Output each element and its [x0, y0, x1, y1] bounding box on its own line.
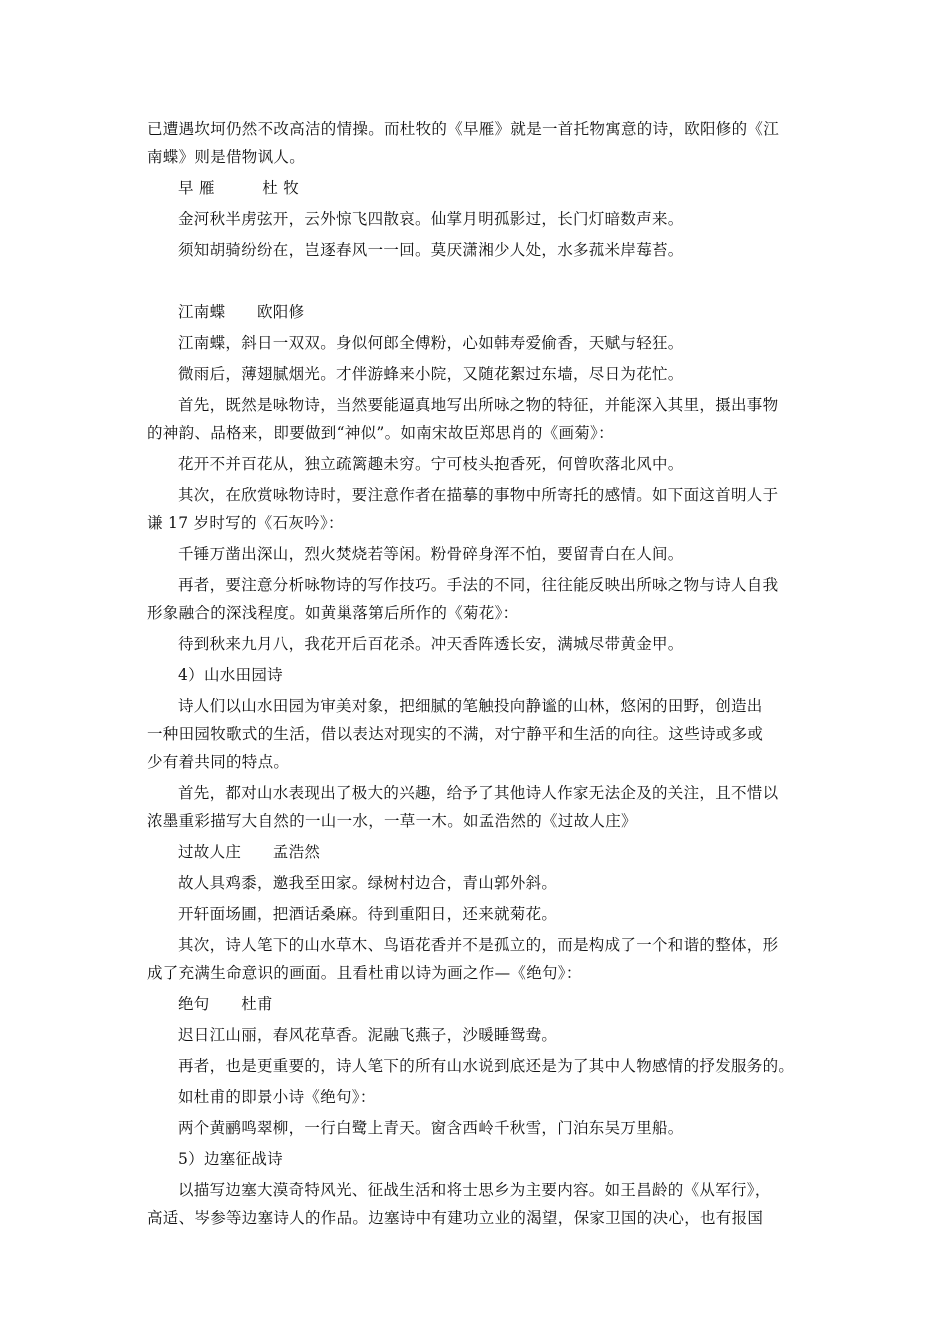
paragraph-line: 形象融合的深浅程度。如黄巢落第后所作的《菊花》： — [147, 604, 519, 622]
poem-line: 江南蝶，斜日一双双。身似何郎全傅粉，心如韩寿爱偷香，天赋与轻狂。 — [178, 334, 684, 352]
poem-line: 两个黄鹂鸣翠柳，一行白鹭上青天。窗含西岭千秋雪，门泊东吴万里船。 — [178, 1119, 684, 1137]
section-heading: 4）山水田园诗 — [178, 666, 283, 684]
poem-line: 须知胡骑纷纷在，岂逐春风一一回。莫厌潇湘少人处，水多菰米岸莓苔。 — [178, 241, 684, 259]
poem-line: 花开不并百花从，独立疏篱趣未穷。宁可枝头抱香死，何曾吹落北风中。 — [178, 455, 684, 473]
paragraph-line: 谦 17 岁时写的《石灰吟》： — [147, 514, 344, 532]
paragraph-line: 其次，在欣赏咏物诗时，要注意作者在描摹的事物中所寄托的感情。如下面这首明人于 — [178, 486, 779, 504]
poem-line: 待到秋来九月八，我花开后百花杀。冲天香阵透长安，满城尽带黄金甲。 — [178, 635, 684, 653]
section-heading: 5）边塞征战诗 — [178, 1150, 283, 1168]
paragraph-line: 如杜甫的即景小诗《绝句》： — [178, 1088, 376, 1106]
poem-title: 江南蝶 欧阳修 — [178, 303, 305, 321]
paragraph-line: 以描写边塞大漠奇特风光、征战生活和将士思乡为主要内容。如王昌龄的《从军行》， — [178, 1181, 771, 1199]
paragraph-line: 其次，诗人笔下的山水草木、鸟语花香并不是孤立的，而是构成了一个和谐的整体，形 — [178, 936, 779, 954]
paragraph-line: 一种田园牧歌式的生活，借以表达对现实的不满，对宁静平和生活的向往。这些诗或多或 — [147, 725, 764, 743]
paragraph-line: 高适、岑参等边塞诗人的作品。边塞诗中有建功立业的渴望，保家卫国的决心，也有报国 — [147, 1209, 764, 1227]
paragraph-line: 诗人们以山水田园为审美对象，把细腻的笔触投向静谧的山林，悠闲的田野，创造出 — [178, 697, 763, 715]
paragraph-line: 已遭遇坎坷仍然不改高洁的情操。而杜牧的《早雁》就是一首托物寓意的诗，欧阳修的《江 — [147, 120, 780, 138]
paragraph-line: 少有着共同的特点。 — [147, 753, 290, 771]
poem-title: 早 雁 杜 牧 — [178, 179, 300, 197]
poem-line: 金河秋半虏弦开，云外惊飞四散哀。仙掌月明孤影过，长门灯暗数声来。 — [178, 210, 684, 228]
paragraph-line: 浓墨重彩描写大自然的一山一水，一草一木。如孟浩然的《过故人庄》 — [147, 812, 637, 830]
paragraph-line: 再者，要注意分析咏物诗的写作技巧。手法的不同，往往能反映出所咏之物与诗人自我 — [178, 576, 779, 594]
paragraph-line: 首先，都对山水表现出了极大的兴趣，给予了其他诗人作家无法企及的关注，且不惜以 — [178, 784, 779, 802]
poem-line: 千锤万凿出深山，烈火焚烧若等闲。粉骨碎身浑不怕，要留青白在人间。 — [178, 545, 684, 563]
poem-line: 迟日江山丽，春风花草香。泥融飞燕子，沙暖睡鸳鸯。 — [178, 1026, 558, 1044]
poem-title: 过故人庄 孟浩然 — [178, 843, 321, 861]
paragraph-line: 南蝶》则是借物讽人。 — [147, 148, 306, 166]
paragraph-line: 再者，也是更重要的，诗人笔下的所有山水说到底还是为了其中人物感情的抒发服务的。 — [178, 1057, 795, 1075]
paragraph-line: 首先，既然是咏物诗，当然要能逼真地写出所咏之物的特征，并能深入其里，摄出事物 — [178, 396, 779, 414]
poem-title: 绝句 杜甫 — [178, 995, 273, 1013]
paragraph-line: 的神韵、品格来，即要做到“神似”。如南宋故臣郑思肖的《画菊》： — [147, 424, 614, 442]
poem-line: 微雨后，薄翅腻烟光。才伴游蜂来小院，又随花絮过东墙，尽日为花忙。 — [178, 365, 684, 383]
paragraph-line: 成了充满生命意识的画面。且看杜甫以诗为画之作—《绝句》： — [147, 964, 582, 982]
poem-line: 故人具鸡黍，邀我至田家。绿树村边合，青山郭外斜。 — [178, 874, 558, 892]
poem-line: 开轩面场圃，把酒话桑麻。待到重阳日，还来就菊花。 — [178, 905, 558, 923]
